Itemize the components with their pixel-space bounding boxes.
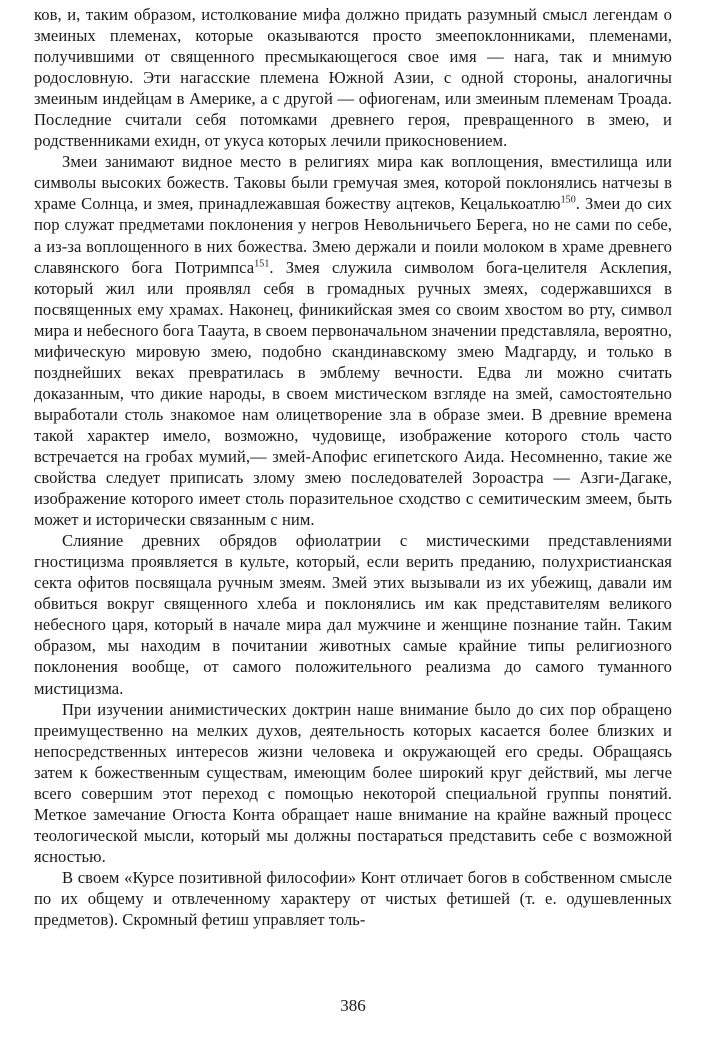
paragraph-3-text: Слияние древних обрядов офиолатрии с мистическими представлениями гностицизма проявляется в культе, который, если верить преданию, полухристианская секта офитов посвящала ручным змеям. Змей этих вызывали из их убежищ, давали им обвиться вокруг священного хлеба и поклонялись им как представителям великого небесного царя, который в начале мира дал мужчине и женщине познание тайн. Таким образом, мы находим в почитании животных самые крайние типы религиозного поклонения вообще, от самого положительного реализма до самого туманного мистицизма. xyxy=(34,531,672,698)
paragraph-2-text-c: . Змея служила символом бога-целителя Асклепия, который жил или проявлял себя в громадных ручных змеях, содержавшихся в посвященных ему храмах. Наконец, финикийская змея со своим хвостом во рту, символ мира и небесного бога Тааута, в своем первоначальном значении представляла, вероятно, мифическую мировую змею, подобно скандинавскому змею Мадгарду, и только в позднейших веках превратилась в эмблему вечности. Едва ли можно считать доказанным, что дикие народы, в своем мистическом взгляде на змей, самостоятельно выработали столь знакомое нам олицетворение зла в образе змеи. В древние времена такой характер имело, возможно, чудовище, изображение которого столь часто встречается на гробах мумий,— змей-Апофис египетского Аида. Несомненно, такие же свойства следует приписать злому змею последователей Зороастра — Азги-Дагаке, изображение которого имеет столь поразительное сходство с семитическим змеем, быть может и исторически связанным с ним. xyxy=(34,257,672,530)
paragraph-1-text: ков, и, таким образом, истолкование мифа должно придать разумный смысл легендам о змеиных племенах, которые оказываются просто змеепоклонниками, племенами, получившими от священного пресмыкающегося свое имя — нага, так и мнимую родословную. Эти нагасские племена Южной Азии, с одной стороны, аналогичны змеиным индейцам в Америке, а с другой — офиогенам, или змеиным племенам Троада. Последние считали себя потомками древнего героя, превращенного в змею, и родственниками ехидн, от укуса которых лечили прикосновением. xyxy=(34,5,672,151)
paragraph-2-text-a: Змеи занимают видное место в религиях мира как воплощения, вместилища или символы высоких божеств. Таковы были гремучая змея, которой поклонялись натчезы в храме Солнца, и змея, принадлежавшая божеству ацтеков, Кецалькоатлю xyxy=(34,152,672,214)
paragraph-4-text: При изучении анимистических доктрин наше внимание было до сих пор обращено преимущественно на мелких духов, деятельность которых касается более близких и непосредственных интересов жизни человека и окружающей его среды. Обращаясь затем к божественным существам, имеющим более широкий круг действий, мы легче всего совершим этот переход с помощью некоторой специальной группы понятий. Меткое замечание Огюста Конта обращает наше внимание на крайне важный процесс теологической мысли, который мы должны постараться представить себе с возможной ясностью. xyxy=(34,699,672,866)
paragraph-4 xyxy=(34,699,672,867)
paragraph-5 xyxy=(34,867,672,930)
footnote-ref-151[interactable]: 151 xyxy=(254,258,270,270)
paragraph-2 xyxy=(34,151,672,530)
paragraph-2-text-b: . Змеи до сих пор служат предметами поклонения у негров Невольничьего Берега, но не сами по себе, а из-за воплощенного в них божества. Змею держали и поили молоком в храме древнего славянского бога Потримпса xyxy=(34,194,672,277)
page-body xyxy=(34,4,672,930)
paragraph-1 xyxy=(34,4,672,151)
page-number: 386 xyxy=(340,996,366,1015)
paragraph-5-text: В своем «Курсе позитивной философии» Конт отличает богов в собственном смысле по их общему и отвлеченному характеру от чистых фетишей (т. е. одушевленных предметов). Скромный фетиш управляет толь- xyxy=(34,867,672,930)
paragraph-3 xyxy=(34,530,672,698)
footnote-ref-150[interactable]: 150 xyxy=(560,194,576,206)
